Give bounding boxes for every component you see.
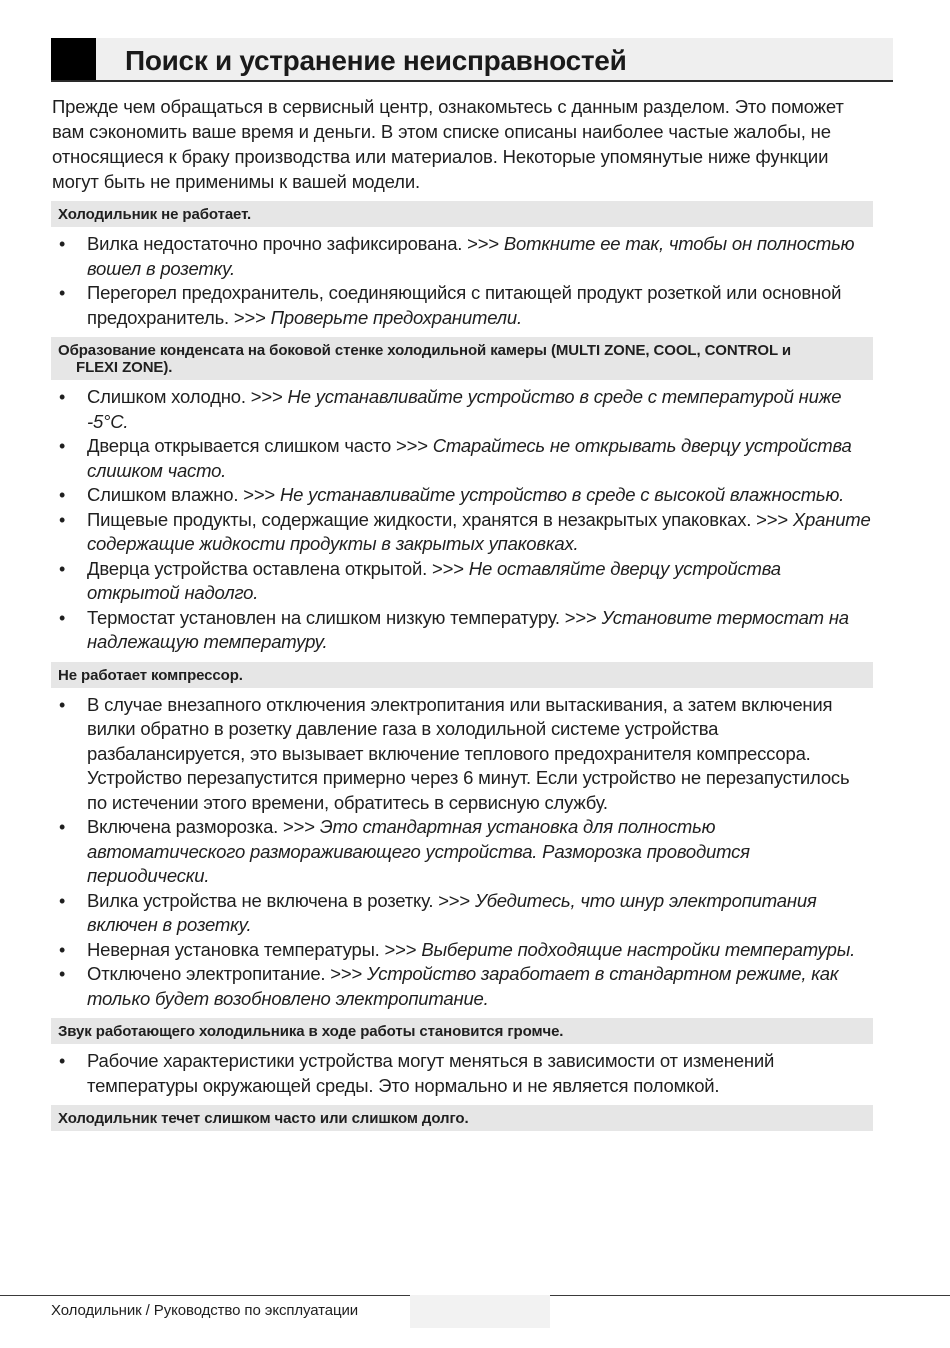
item-remedy: Старайтесь не открывать дверцу устройства слишком часто.	[87, 435, 852, 481]
item-cause: Вилка устройства не включена в розетку. >>>	[87, 889, 475, 911]
item-remedy: Не устанавливайте устройство в среде с высокой влажностью.	[279, 484, 845, 505]
section-heading: Не работает компрессор.	[51, 662, 873, 688]
bullet-icon: •	[59, 436, 66, 456]
list-item	[51, 606, 873, 655]
item-cause: Включена разморозка. >>>	[87, 816, 320, 837]
list-item	[51, 232, 873, 281]
item-cause: Слишком влажно. >>>	[87, 484, 280, 505]
section-heading: Звук работающего холодильника в ходе работы становится громче.	[51, 1018, 873, 1044]
list-item	[51, 508, 873, 557]
footer-text: Холодильник / Руководство по эксплуатации	[51, 1302, 359, 1319]
section-noise	[51, 1018, 873, 1098]
section-heading: Холодильник не работает.	[51, 201, 873, 227]
section-heading: Холодильник течет слишком часто или слишком долго.	[51, 1105, 873, 1131]
bullet-icon: •	[59, 387, 66, 407]
bullet-icon: •	[59, 817, 66, 837]
item-cause: В случае внезапного отключения электропитания или вытаскивания, а затем включения вилки обратно в розетку давление газа в холодильной системе устройства разбалансируется, это вызывает включение теплового предохранителя компрессора. Устройство перезапустится примерно через 6 минут. Если устройство не перезапустилось по истечении этого времени, обратитесь в сервисную службу.	[87, 693, 850, 813]
list-item	[51, 815, 873, 889]
item-remedy: Установите термостат на надлежащую температуру.	[87, 606, 849, 652]
section-compressor	[51, 662, 873, 1012]
item-cause: Отключено электропитание. >>>	[87, 963, 368, 984]
item-cause: Рабочие характеристики устройства могут меняться в зависимости от изменений температуры окружающей среды. Это нормально и не является поломкой.	[87, 1050, 775, 1096]
bullet-icon: •	[59, 964, 66, 984]
item-remedy: Не устанавливайте устройство в среде с температурой ниже -5°C.	[87, 386, 842, 432]
list-item	[51, 385, 873, 434]
section-runs-too-long	[51, 1105, 873, 1131]
bullet-icon: •	[59, 485, 66, 505]
item-remedy: Не оставляйте дверцу устройства открытой надолго.	[87, 557, 781, 603]
item-cause: Пищевые продукты, содержащие жидкости, хранятся в незакрытых упаковках. >>>	[87, 508, 793, 530]
section-heading-line1: Образование конденсата на боковой стенке холодильной камеры (MULTI ZONE, COOL, CONTROL и	[58, 342, 791, 359]
list-item	[51, 889, 873, 938]
section-condensation	[51, 337, 873, 655]
item-cause: Вилка недостаточно прочно зафиксирована. >>>	[87, 233, 504, 254]
item-remedy: Убедитесь, что шнур электропитания включен в розетку.	[87, 889, 817, 935]
title-marker-block	[51, 38, 96, 80]
item-remedy: Воткните ее так, чтобы он полностью вошел в розетку.	[87, 233, 855, 279]
section-not-working	[51, 201, 873, 330]
bullet-icon: •	[59, 234, 66, 254]
item-cause: Слишком холодно. >>>	[87, 386, 288, 407]
list-item	[51, 1049, 873, 1098]
bullet-icon: •	[59, 1051, 66, 1071]
item-cause: Дверца устройства оставлена открытой. >>>	[87, 557, 469, 579]
item-remedy: Выберите подходящие настройки температуры.	[421, 938, 856, 960]
list-item	[51, 693, 873, 816]
item-remedy: Проверьте предохранители.	[270, 306, 522, 328]
bullet-icon: •	[59, 607, 66, 628]
document-body	[51, 94, 873, 1136]
bullet-icon: •	[59, 558, 66, 579]
bullet-icon: •	[59, 939, 66, 960]
list-item	[51, 483, 873, 508]
list-item	[51, 434, 873, 483]
bullet-icon: •	[59, 509, 66, 530]
item-remedy: Устройство заработает в стандартном режиме, как только будет возобновлено электропитание.	[87, 963, 839, 1009]
list-item	[51, 281, 873, 330]
page-title-bar	[51, 38, 893, 82]
list-item	[51, 557, 873, 606]
page-number-box	[410, 1295, 550, 1328]
bullet-icon: •	[59, 694, 66, 715]
list-item	[51, 938, 873, 963]
page-title: Поиск и устранение неисправностей	[125, 45, 627, 76]
item-cause: Неверная установка температуры. >>>	[87, 938, 422, 960]
section-heading	[51, 337, 873, 380]
item-cause: Дверца открывается слишком часто >>>	[87, 435, 433, 456]
item-cause: Термостат установлен на слишком низкую температуру. >>>	[87, 606, 602, 628]
list-item	[51, 962, 873, 1011]
item-remedy: Храните содержащие жидкости продукты в закрытых упаковках.	[87, 508, 871, 554]
bullet-icon: •	[59, 890, 66, 911]
item-cause: Перегорел предохранитель, соединяющийся с питающей продукт розеткой или основной предохранитель. >>>	[87, 282, 842, 328]
bullet-icon: •	[59, 283, 66, 303]
section-heading-line2: FLEXI ZONE).	[76, 359, 173, 376]
item-remedy: Это стандартная установка для полностью автоматического размораживающего устройства. Разморозка проводится периодически.	[87, 816, 750, 886]
intro-paragraph: Прежде чем обращаться в сервисный центр, ознакомьтесь с данным разделом. Это поможет вам сэкономить ваше время и деньги. В этом списке описаны наиболее частые жалобы, не относящиеся к браку производства или материалов. Некоторые упомянутые ниже функции могут быть не применимы к вашей модели.	[52, 96, 844, 192]
